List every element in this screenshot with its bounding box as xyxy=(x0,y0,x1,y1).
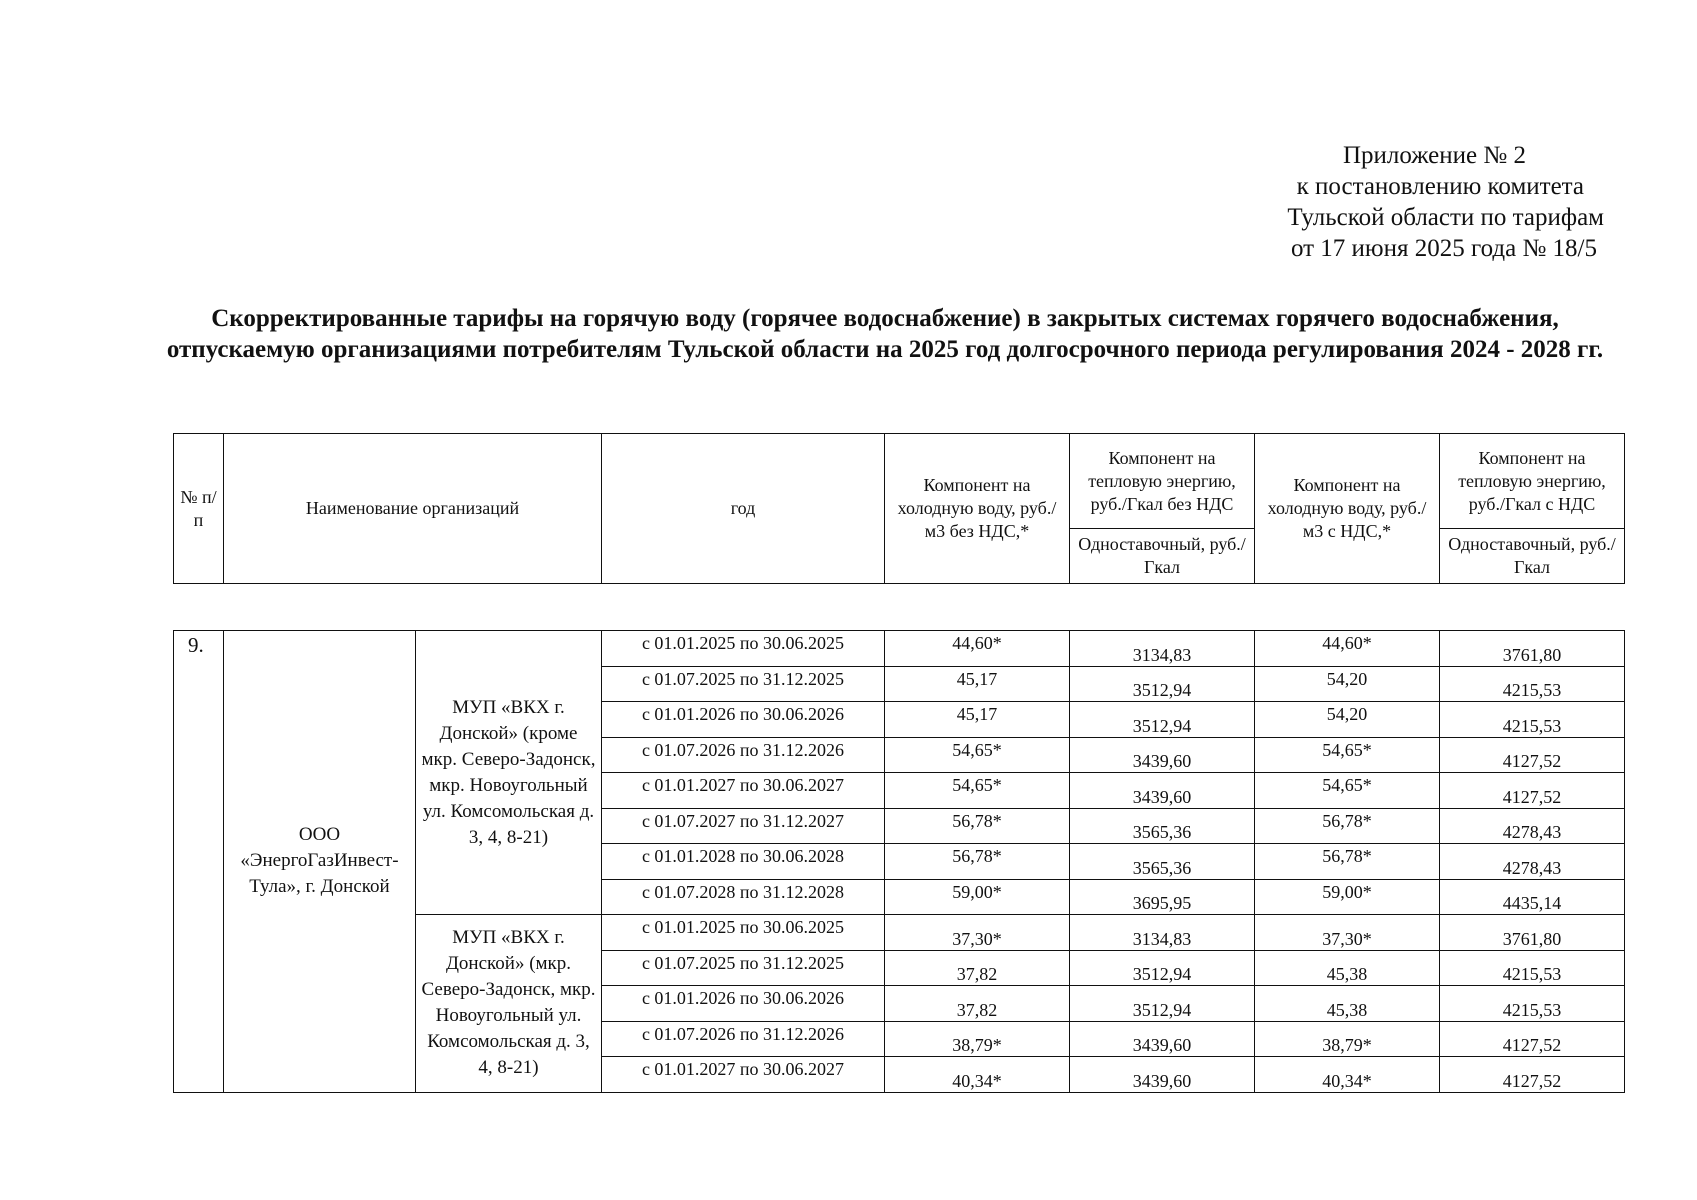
header-single-rate: Одноставочный, руб./Гкал xyxy=(1440,529,1625,584)
appendix-header xyxy=(1287,140,1604,264)
document-title: Скорректированные тарифы на горячую воду (горячее водоснабжение) в закрытых системах горячего водоснабжения, отпускаемую организациями потребителям Тульской области на 2025 год долгосрочного периода регулирования 2024 - 2028 гг. xyxy=(166,305,1604,363)
heat-energy-vat-cell: 4278,43 xyxy=(1440,808,1625,844)
cold-water-vat-cell: 37,30* xyxy=(1255,915,1440,951)
period-cell: с 01.01.2025 по 30.06.2025 xyxy=(602,631,885,667)
appendix-line: к постановлению комитета xyxy=(1296,173,1584,200)
heat-energy-vat-cell: 4215,53 xyxy=(1440,702,1625,738)
cold-water-vat-cell: 45,38 xyxy=(1255,950,1440,986)
period-cell: с 01.01.2026 по 30.06.2026 xyxy=(602,702,885,738)
appendix-line: Тульской области по тарифам xyxy=(1287,204,1604,231)
cold-water-cell: 37,30* xyxy=(885,915,1070,951)
appendix-line: от 17 июня 2025 года № 18/5 xyxy=(1290,235,1597,262)
heat-energy-vat-cell: 4435,14 xyxy=(1440,879,1625,915)
header-year: год xyxy=(602,434,885,584)
period-cell: с 01.01.2028 по 30.06.2028 xyxy=(602,844,885,880)
header-heat-no-vat: Компонент на тепловую энергию, руб./Гкал без НДС xyxy=(1070,434,1255,529)
heat-energy-cell: 3565,36 xyxy=(1070,844,1255,880)
heat-energy-vat-cell: 4215,53 xyxy=(1440,666,1625,702)
heat-energy-cell: 3512,94 xyxy=(1070,666,1255,702)
heat-energy-vat-cell: 4215,53 xyxy=(1440,950,1625,986)
cold-water-vat-cell: 45,38 xyxy=(1255,986,1440,1022)
header-cold-vat: Компонент на холодную воду, руб./м3 с НДС,* xyxy=(1255,434,1440,584)
heat-energy-cell: 3512,94 xyxy=(1070,986,1255,1022)
period-cell: с 01.01.2027 по 30.06.2027 xyxy=(602,773,885,809)
heat-energy-cell: 3695,95 xyxy=(1070,879,1255,915)
heat-energy-vat-cell: 4127,52 xyxy=(1440,1021,1625,1057)
heat-energy-cell: 3134,83 xyxy=(1070,631,1255,667)
cold-water-vat-cell: 54,65* xyxy=(1255,737,1440,773)
cold-water-vat-cell: 59,00* xyxy=(1255,879,1440,915)
cold-water-cell: 40,34* xyxy=(885,1057,1070,1093)
heat-energy-cell: 3512,94 xyxy=(1070,950,1255,986)
heat-energy-cell: 3565,36 xyxy=(1070,808,1255,844)
header-num: № п/п xyxy=(174,434,224,584)
cold-water-cell: 37,82 xyxy=(885,950,1070,986)
cold-water-cell: 54,65* xyxy=(885,773,1070,809)
cold-water-cell: 45,17 xyxy=(885,702,1070,738)
heat-energy-cell: 3439,60 xyxy=(1070,737,1255,773)
cold-water-cell: 54,65* xyxy=(885,737,1070,773)
heat-energy-cell: 3439,60 xyxy=(1070,1057,1255,1093)
cold-water-cell: 56,78* xyxy=(885,844,1070,880)
cold-water-vat-cell: 40,34* xyxy=(1255,1057,1440,1093)
tariff-table-body xyxy=(173,630,1625,1093)
period-cell: с 01.07.2026 по 31.12.2026 xyxy=(602,1021,885,1057)
heat-energy-vat-cell: 4127,52 xyxy=(1440,773,1625,809)
header-org: Наименование организаций xyxy=(224,434,602,584)
cold-water-cell: 56,78* xyxy=(885,808,1070,844)
header-cold-no-vat: Компонент на холодную воду, руб./м3 без НДС,* xyxy=(885,434,1070,584)
heat-energy-vat-cell: 4278,43 xyxy=(1440,844,1625,880)
period-cell: с 01.07.2025 по 31.12.2025 xyxy=(602,950,885,986)
cold-water-vat-cell: 54,20 xyxy=(1255,666,1440,702)
heat-energy-vat-cell: 4127,52 xyxy=(1440,737,1625,773)
supplier-name: МУП «ВКХ г. Донской» (кроме мкр. Северо-Задонск, мкр. Новоугольный ул. Комсомольская д. 3, 4, 8-21) xyxy=(416,631,602,915)
period-cell: с 01.01.2025 по 30.06.2025 xyxy=(602,915,885,951)
organization-name: ООО «ЭнергоГазИнвест-Тула», г. Донской xyxy=(224,631,416,1093)
header-heat-vat: Компонент на тепловую энергию, руб./Гкал с НДС xyxy=(1440,434,1625,529)
supplier-name: МУП «ВКХ г. Донской» (мкр. Северо-Задонск, мкр. Новоугольный ул. Комсомольская д. 3, 4, 8-21) xyxy=(416,915,602,1093)
heat-energy-vat-cell: 4215,53 xyxy=(1440,986,1625,1022)
period-cell: с 01.01.2026 по 30.06.2026 xyxy=(602,986,885,1022)
heat-energy-vat-cell: 3761,80 xyxy=(1440,915,1625,951)
period-cell: с 01.07.2028 по 31.12.2028 xyxy=(602,879,885,915)
cold-water-vat-cell: 54,20 xyxy=(1255,702,1440,738)
cold-water-vat-cell: 38,79* xyxy=(1255,1021,1440,1057)
tariff-table-header xyxy=(173,433,1625,584)
heat-energy-cell: 3439,60 xyxy=(1070,773,1255,809)
heat-energy-vat-cell: 3761,80 xyxy=(1440,631,1625,667)
cold-water-vat-cell: 54,65* xyxy=(1255,773,1440,809)
cold-water-vat-cell: 44,60* xyxy=(1255,631,1440,667)
cold-water-cell: 44,60* xyxy=(885,631,1070,667)
cold-water-cell: 59,00* xyxy=(885,879,1070,915)
heat-energy-cell: 3512,94 xyxy=(1070,702,1255,738)
period-cell: с 01.01.2027 по 30.06.2027 xyxy=(602,1057,885,1093)
cold-water-cell: 45,17 xyxy=(885,666,1070,702)
heat-energy-cell: 3439,60 xyxy=(1070,1021,1255,1057)
cold-water-vat-cell: 56,78* xyxy=(1255,844,1440,880)
header-single-rate: Одноставочный, руб./Гкал xyxy=(1070,529,1255,584)
heat-energy-cell: 3134,83 xyxy=(1070,915,1255,951)
period-cell: с 01.07.2025 по 31.12.2025 xyxy=(602,666,885,702)
cold-water-cell: 38,79* xyxy=(885,1021,1070,1057)
table-row xyxy=(174,631,1625,667)
period-cell: с 01.07.2026 по 31.12.2026 xyxy=(602,737,885,773)
heat-energy-vat-cell: 4127,52 xyxy=(1440,1057,1625,1093)
cold-water-cell: 37,82 xyxy=(885,986,1070,1022)
row-number: 9. xyxy=(174,631,224,1093)
period-cell: с 01.07.2027 по 31.12.2027 xyxy=(602,808,885,844)
appendix-line: Приложение № 2 xyxy=(1342,142,1526,169)
cold-water-vat-cell: 56,78* xyxy=(1255,808,1440,844)
